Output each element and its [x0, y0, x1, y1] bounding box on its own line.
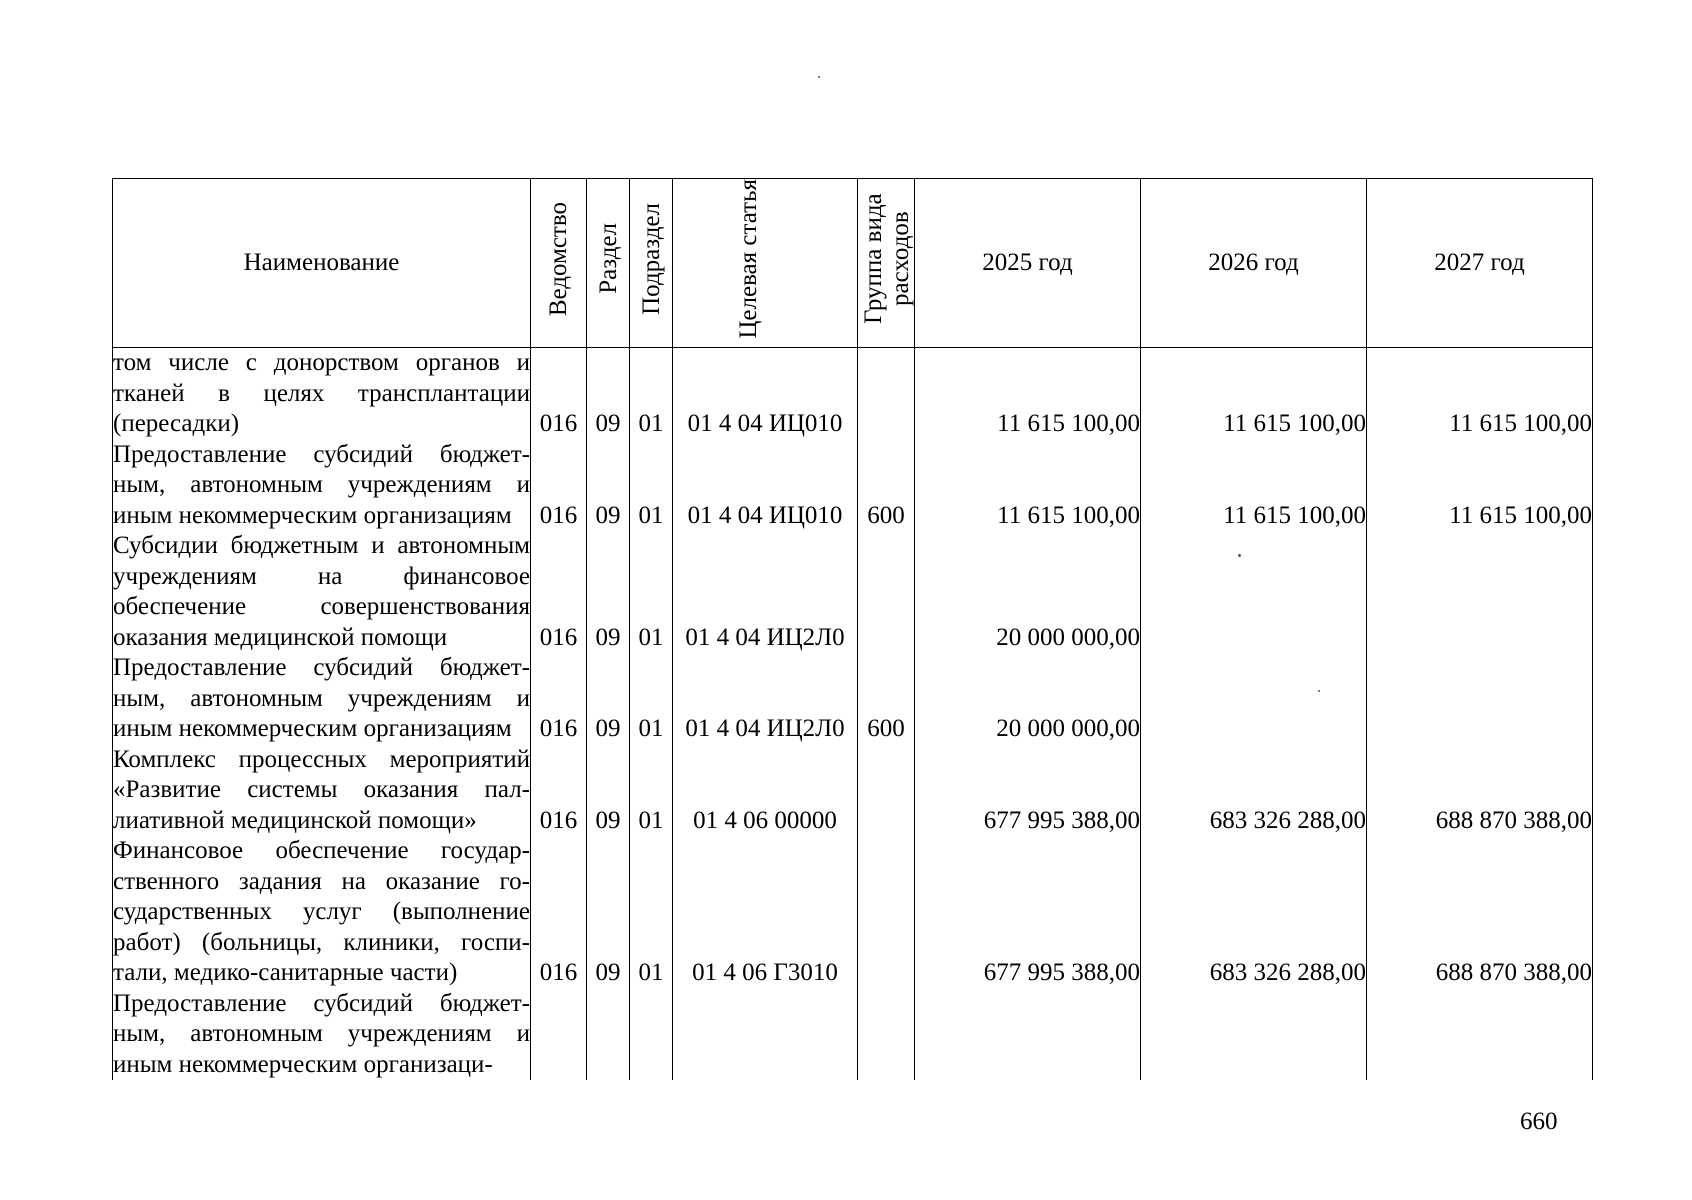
- cell-y2025: 677 995 388,00: [915, 745, 1141, 837]
- table-row: [113, 836, 1593, 989]
- cell-y2026: [1141, 653, 1367, 745]
- cell-ved: 016: [531, 653, 587, 745]
- cell-vr: [858, 531, 915, 653]
- table-row: [113, 440, 1593, 532]
- cell-pr: 01: [630, 653, 673, 745]
- table-row: [113, 531, 1593, 653]
- cell-y2025: 677 995 388,00: [915, 836, 1141, 989]
- cell-cs: [673, 989, 858, 1081]
- cell-vr: [858, 989, 915, 1081]
- cell-y2027: [1367, 653, 1593, 745]
- cell-rz: [587, 989, 630, 1081]
- cell-ved: 016: [531, 531, 587, 653]
- cell-rz: 09: [587, 836, 630, 989]
- cell-rz: 09: [587, 653, 630, 745]
- header-razdel: Раздел: [587, 179, 630, 348]
- cell-name: Субсидии бюджетным и автономным учреждениям на финансовое обеспечение совершенствования оказания медицинской помощи: [113, 531, 531, 653]
- header-celevaya-statya: Целевая статья: [673, 179, 858, 348]
- cell-vr: [858, 745, 915, 837]
- cell-name: Финансовое обеспечение государственного задания на оказание государственных услуг (выполнение работ) (больницы, клиники, госпитали, медико-санитарные части): [113, 836, 531, 989]
- cell-rz: 09: [587, 745, 630, 837]
- cell-ved: [531, 989, 587, 1081]
- cell-y2025: 20 000 000,00: [915, 531, 1141, 653]
- page-number: 660: [1520, 1108, 1558, 1135]
- cell-cs: 01 4 06 Г3010: [673, 836, 858, 989]
- header-podrazdel: Подраздел: [630, 179, 673, 348]
- cell-pr: 01: [630, 531, 673, 653]
- scan-speck: [1238, 554, 1241, 557]
- cell-pr: [630, 989, 673, 1081]
- cell-vr: 600: [858, 653, 915, 745]
- cell-y2026: 11 615 100,00: [1141, 348, 1367, 440]
- cell-pr: 01: [630, 836, 673, 989]
- cell-y2026: 683 326 288,00: [1141, 745, 1367, 837]
- cell-y2027: [1367, 531, 1593, 653]
- cell-vr: [858, 348, 915, 440]
- cell-rz: 09: [587, 440, 630, 532]
- cell-rz: 09: [587, 348, 630, 440]
- cell-y2027: 11 615 100,00: [1367, 348, 1593, 440]
- cell-vr: 600: [858, 440, 915, 532]
- cell-pr: 01: [630, 348, 673, 440]
- cell-ved: 016: [531, 440, 587, 532]
- cell-rz: 09: [587, 531, 630, 653]
- budget-table: [112, 178, 1593, 1080]
- cell-y2026: [1141, 989, 1367, 1081]
- cell-name: том числе с донорством органов и тканей в целях трансплантации (пересадки): [113, 348, 531, 440]
- cell-cs: 01 4 04 ИЦ2Л0: [673, 653, 858, 745]
- cell-ved: 016: [531, 348, 587, 440]
- header-vedomstvo: Ведомство: [531, 179, 587, 348]
- header-2027: 2027 год: [1367, 179, 1593, 348]
- cell-y2027: 11 615 100,00: [1367, 440, 1593, 532]
- cell-name: Предоставление субсидий бюджетным, автономным учреждениям и иным некоммерческим организаци-: [113, 989, 531, 1081]
- cell-y2027: [1367, 989, 1593, 1081]
- cell-cs: 01 4 04 ИЦ010: [673, 440, 858, 532]
- cell-y2025: 11 615 100,00: [915, 348, 1141, 440]
- cell-y2026: 683 326 288,00: [1141, 836, 1367, 989]
- cell-name: Предоставление субсидий бюджетным, автономным учреждениям и иным некоммерческим организациям: [113, 653, 531, 745]
- table-row: [113, 989, 1593, 1081]
- cell-cs: 01 4 06 00000: [673, 745, 858, 837]
- cell-ved: 016: [531, 745, 587, 837]
- cell-y2027: 688 870 388,00: [1367, 836, 1593, 989]
- cell-cs: 01 4 04 ИЦ010: [673, 348, 858, 440]
- table-body: [113, 348, 1593, 1081]
- table-header-row: [113, 179, 1593, 348]
- table-row: [113, 653, 1593, 745]
- header-name: Наименование: [113, 179, 531, 348]
- cell-name: Предоставление субсидий бюджетным, автономным учреждениям и иным некоммерческим организациям: [113, 440, 531, 532]
- header-gruppa-vida-rashodov: Группа вида расходов: [858, 179, 915, 348]
- cell-pr: 01: [630, 440, 673, 532]
- cell-cs: 01 4 04 ИЦ2Л0: [673, 531, 858, 653]
- cell-y2025: 20 000 000,00: [915, 653, 1141, 745]
- cell-name: Комплекс процессных мероприятий «Развитие системы оказания паллиативной медицинской помощи»: [113, 745, 531, 837]
- scan-speck: [818, 76, 820, 78]
- cell-ved: 016: [531, 836, 587, 989]
- cell-y2026: [1141, 531, 1367, 653]
- header-2025: 2025 год: [915, 179, 1141, 348]
- cell-vr: [858, 836, 915, 989]
- table-row: [113, 745, 1593, 837]
- table-row: [113, 348, 1593, 440]
- cell-y2026: 11 615 100,00: [1141, 440, 1367, 532]
- cell-y2025: [915, 989, 1141, 1081]
- header-2026: 2026 год: [1141, 179, 1367, 348]
- cell-y2027: 688 870 388,00: [1367, 745, 1593, 837]
- scan-speck: [1318, 690, 1320, 692]
- cell-y2025: 11 615 100,00: [915, 440, 1141, 532]
- cell-pr: 01: [630, 745, 673, 837]
